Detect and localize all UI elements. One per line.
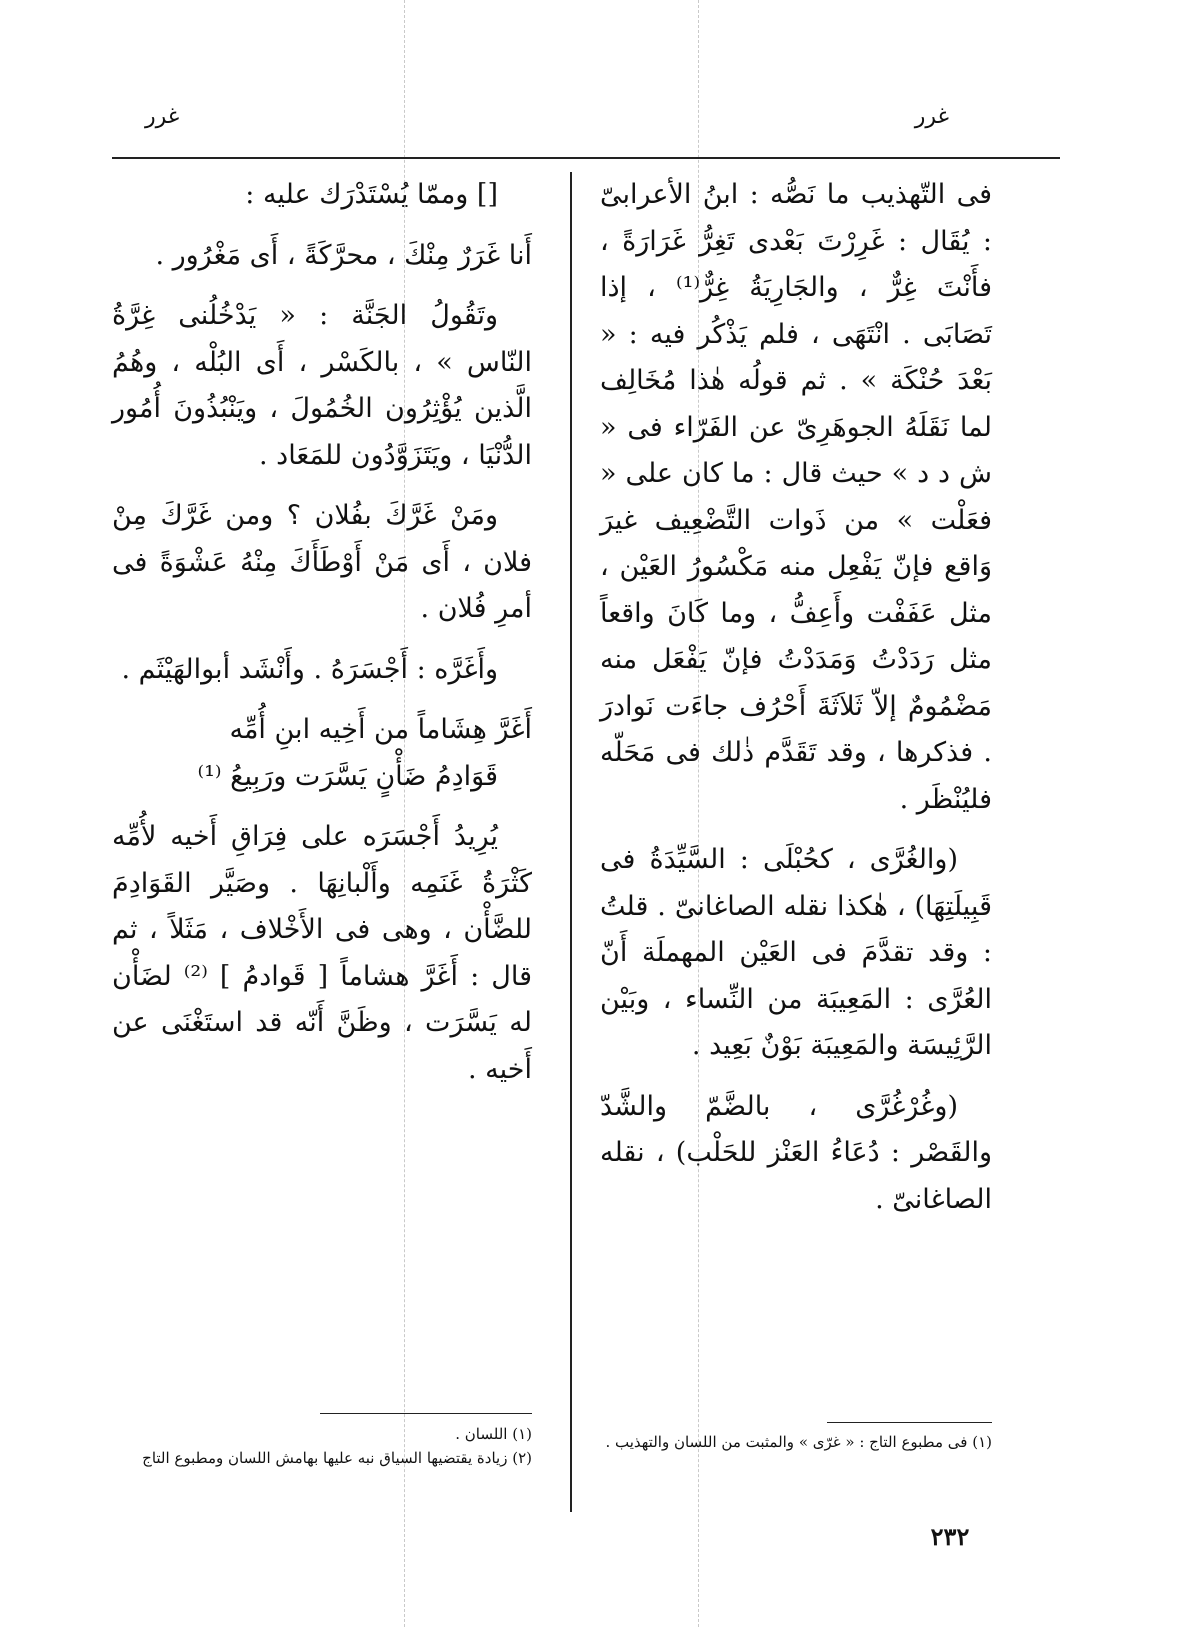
verse-line: قَوَادِمُ ضَأْنٍ يَسَّرَت ورَبِيعُ ⁽¹⁾ [197,760,498,792]
paragraph: (والغُرَّى ، كحُبْلَى : السَّيِّدَةُ فى قَبِيلَتِهَا) ، هٰكذا نقله الصاغانىّ . قلتُ : وقد تقدَّمَ فى العَيْن المهملَة أَنّ العُرَّى : المَعِيبَة من النِّساء ، وبَيْن الرَّئِيسَة والمَعِيبَة بَوْنٌ بَعِيد . [600,844,992,1061]
paragraph: أَنا غَرَرٌ مِنْكَ ، محرَّكَةً ، أَى مَغْرُور . [155,239,532,271]
verse-line: أَغَرَّ هِشَاماً من أَخِيه ابنِ أُمِّه [229,714,532,745]
page-number: ٢٣٢ [930,1522,970,1551]
paragraph: ومَنْ غَرَّكَ بفُلان ؟ ومن غَرَّكَ مِنْ فلان ، أَى مَنْ أَوْطَأَكَ مِنْهُ عَشْوَةً فى أمرِ فُلان . [112,500,532,624]
footnotes-right [600,1430,992,1454]
footnotes-left [112,1422,532,1470]
paragraph: [] وممّا يُسْتَدْرَك عليه : [245,179,498,210]
footnote: (١) اللسان . [455,1425,532,1443]
left-column [112,172,532,1093]
paragraph: (وغُرْغُرَّى ، بالضَّمّ والشَّدّ والقَصْر : دُعَاءُ العَنْز للحَلْب) ، نقله الصاغانىّ . [600,1090,992,1215]
paragraph: فى التّهذيب ما نَصُّه : ابنُ الأعرابىّ : يُقَال : غَرِرْتَ بَعْدى تَغِرُّ غَرَارَةً ، فأَنْتَ غِرٌّ ، والجَارِيَةُ غِرٌّ⁽¹⁾ ، إذا تَصَابَى . انْتَهَى ، فلم يَذْكُر فيه : « بَعْدَ حُنْكَة » . ثم قولُه هٰذا مُخَالِف لما نَقَلَهُ الجوهَرِىّ عن الفَرّاء فى « ش د د » حيث قال : ما كان على « فعَلْت » من ذَوات التَّضْعِيف غيرَ وَاقع فإنّ يَفْعِل منه مَكْسُورُ العَيْن ، مثل عَفَفْت وأَعِفُّ ، وما كَانَ واقعاً مثل رَدَدْتُ وَمَدَدْتُ فإنّ يَفْعَل منه مَضْمُومٌ إلاّ ثَلاَثَةَ أَحْرُف جاءَت نَوادرَ . فذكرها ، وقد تَقَدَّم ذٰلك فى مَحَلّه فليُنْظَر . [600,179,992,815]
running-head-right: غرر [914,104,949,129]
paragraph: وأَغَرَّه : أَجْسَرَهُ . وأَنْشَد أبوالهَيْثَم . [121,653,498,685]
footnote: (٢) زيادة يقتضيها السياق نبه عليها بهامش اللسان ومطبوع التاج [142,1449,532,1467]
paragraph: وتَقُولُ الجَنَّة : « يَدْخُلُنى غِرَّةُ النّاس » ، بالكَسْر ، أَى البُلْه ، وهُمُ الَّذين يُؤْثِرُون الخُمُولَ ، ويَنْبُذُونَ أُمُور الدُّنْيَا ، ويَتَزَوَّدُون للمَعَاد . [112,300,532,471]
footnote: (١) فى مطبوع التاج : « غرّى » والمثبت من اللسان والتهذيب . [605,1433,992,1451]
header-rule [112,157,1060,159]
running-head-left: غرر [145,104,180,129]
right-column [600,172,992,1223]
paragraph: يُرِيدُ أَجْسَرَه على فِرَاقِ أَخيه لأُمِّه كَثْرَةُ غَنَمِه وأَلْبانِهَا . وصَيَّر القَوَادِمَ للضَّأْن ، وهى فى الأَخْلاف ، مَثَلاً ، ثم قال : أَغَرَّ هشاماً [ قَوادمُ ] ⁽²⁾ لضَأْن له يَسَّرَت ، وظَنَّ أَنّه قد استَغْنَى عن أَخيه . [112,821,532,1085]
column-divider [570,172,572,1512]
footnote-rule [320,1413,532,1414]
footnote-rule [827,1422,992,1423]
